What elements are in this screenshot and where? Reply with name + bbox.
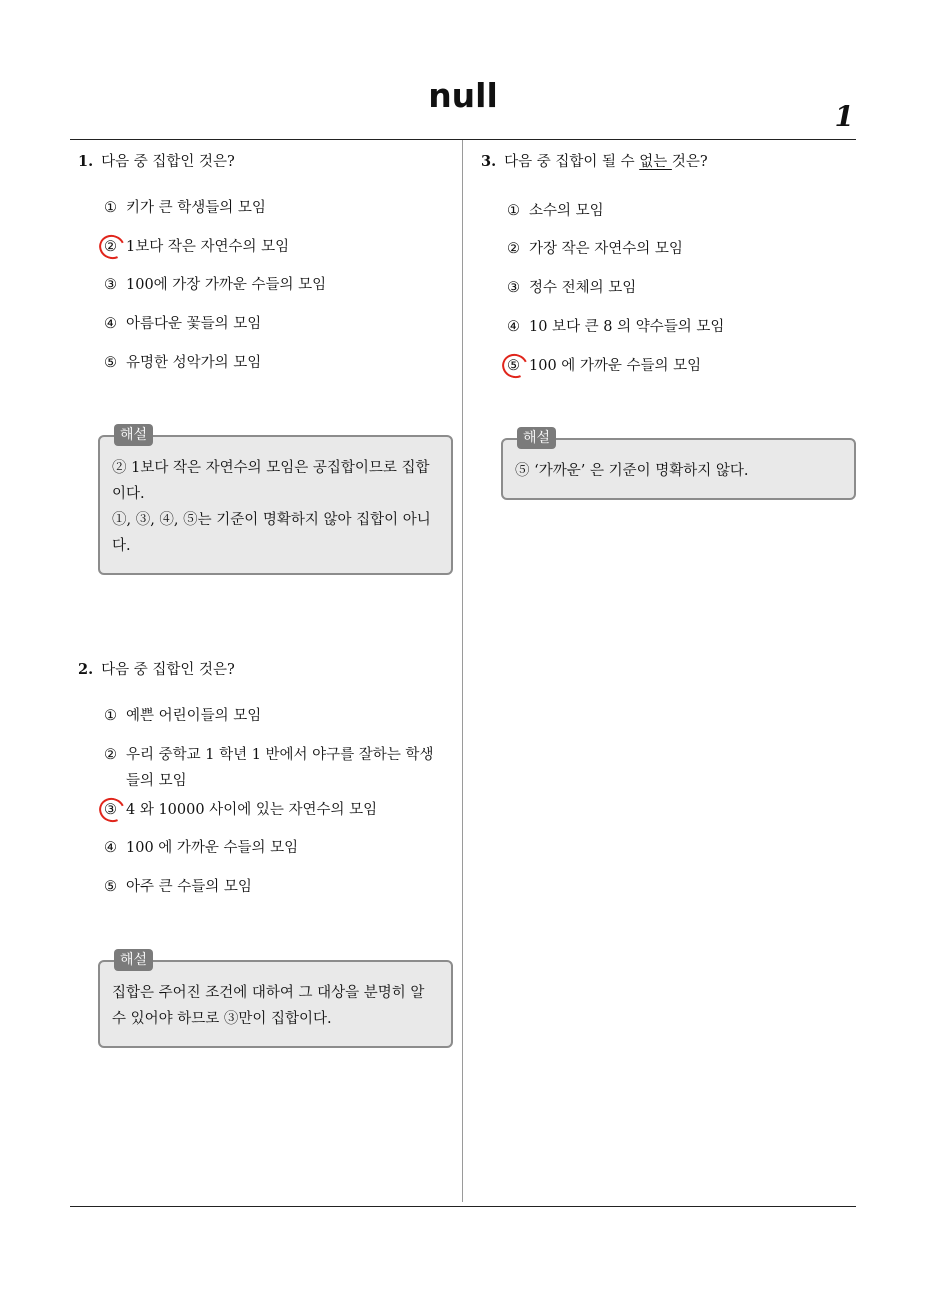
choice-3[interactable]: [507, 275, 636, 301]
solution-box: [98, 427, 453, 575]
choice-mark: ③: [104, 797, 126, 823]
top-rule: [70, 139, 856, 140]
choice-text: 유명한 성악가의 모임: [126, 355, 262, 371]
question-text-end: 것은?: [671, 154, 708, 170]
answer-circle-icon: [96, 794, 129, 825]
solution-label: 해설: [114, 949, 153, 971]
question-3-header: [481, 150, 708, 171]
choice-2[interactable]: [507, 236, 683, 262]
answer-circle-icon: [96, 231, 129, 262]
choice-text: 키가 큰 학생들의 모임: [126, 200, 266, 216]
choice-text: 아름다운 꽃들의 모임: [126, 316, 262, 332]
solution-line: 다.: [112, 538, 131, 554]
choice-text: 100 에 가까운 수들의 모임: [126, 840, 299, 856]
choice-mark: ①: [104, 200, 117, 216]
choice-text: 4 와 10000 사이에 있는 자연수의 모임: [126, 802, 378, 818]
choice-4[interactable]: [507, 314, 724, 340]
choice-text: 100 에 가까운 수들의 모임: [529, 358, 702, 374]
question-text-underlined: 없는: [639, 154, 672, 170]
page-number: 1: [834, 100, 854, 133]
question-2-header: [78, 658, 235, 679]
choice-2[interactable]: [104, 742, 433, 794]
solution-line: ①, ③, ④, ⑤는 기준이 명확하지 않아 집합이 아니: [112, 512, 431, 528]
choice-mark: ①: [507, 203, 520, 219]
choice-text: 정수 전체의 모임: [529, 280, 637, 296]
question-1-header: [78, 150, 235, 171]
choice-text: 예쁜 어린이들의 모임: [126, 708, 262, 724]
answer-circle-icon: [499, 350, 532, 381]
solution-line: 수 있어야 하므로 ③만이 집합이다.: [112, 1011, 332, 1027]
choice-4[interactable]: [104, 835, 298, 861]
choice-mark: ④: [104, 840, 117, 856]
solution-label: 해설: [114, 424, 153, 446]
page-title: null: [428, 76, 498, 115]
solution-box: [98, 952, 453, 1048]
choice-mark: ⑤: [104, 355, 117, 371]
choice-mark: ③: [104, 277, 117, 293]
choice-1[interactable]: [104, 195, 266, 221]
solution-line: ② 1보다 작은 자연수의 모임은 공집합이므로 집합: [112, 460, 430, 476]
choice-1[interactable]: [507, 198, 604, 224]
choice-mark: ②: [104, 747, 117, 763]
solution-box: [501, 430, 856, 500]
question-2: [78, 658, 458, 1058]
choice-mark: ②: [507, 241, 520, 257]
choice-text: 10 보다 큰 8 의 약수들의 모임: [529, 319, 725, 335]
question-text: 다음 중 집합이 될 수: [504, 154, 640, 170]
solution-line: 집합은 주어진 조건에 대하여 그 대상을 분명히 알: [112, 985, 425, 1001]
choice-mark: ②: [104, 234, 126, 260]
bottom-rule: [70, 1206, 856, 1207]
choice-text: 아주 큰 수들의 모임: [126, 879, 252, 895]
solution-line: 이다.: [112, 486, 145, 502]
choice-text: 100에 가장 가까운 수들의 모임: [126, 277, 327, 293]
solution-line: ⑤ ‘가까운’ 은 기준이 명확하지 않다.: [515, 463, 749, 479]
choice-text: 소수의 모임: [529, 203, 604, 219]
choice-text: 우리 중학교 1 학년 1 반에서 야구를 잘하는 학생: [126, 747, 434, 763]
question-number: 2.: [78, 661, 94, 678]
column-divider: [462, 140, 463, 1202]
question-text: 다음 중 집합인 것은?: [101, 154, 235, 170]
question-3: [481, 150, 861, 510]
question-number: 3.: [481, 153, 497, 170]
solution-label: 해설: [517, 427, 556, 449]
choice-mark: ①: [104, 708, 117, 724]
choice-mark: ⑤: [507, 353, 529, 379]
choice-mark: ④: [507, 319, 520, 335]
choice-text: 1보다 작은 자연수의 모임: [126, 239, 290, 255]
question-1: [78, 150, 458, 590]
choice-text: 가장 작은 자연수의 모임: [529, 241, 683, 257]
choice-3[interactable]: [104, 272, 326, 298]
question-text: 다음 중 집합인 것은?: [101, 662, 235, 678]
choice-4[interactable]: [104, 311, 261, 337]
choice-mark: ③: [507, 280, 520, 296]
choice-3[interactable]: [104, 797, 377, 823]
choice-mark: ④: [104, 316, 117, 332]
choice-1[interactable]: [104, 703, 261, 729]
question-number: 1.: [78, 153, 94, 170]
choice-5[interactable]: [104, 350, 261, 376]
choice-5[interactable]: [507, 353, 701, 379]
choice-2[interactable]: [104, 234, 289, 260]
choice-mark: ⑤: [104, 879, 117, 895]
choice-text-continued: 들의 모임: [126, 773, 187, 789]
choice-5[interactable]: [104, 874, 252, 900]
